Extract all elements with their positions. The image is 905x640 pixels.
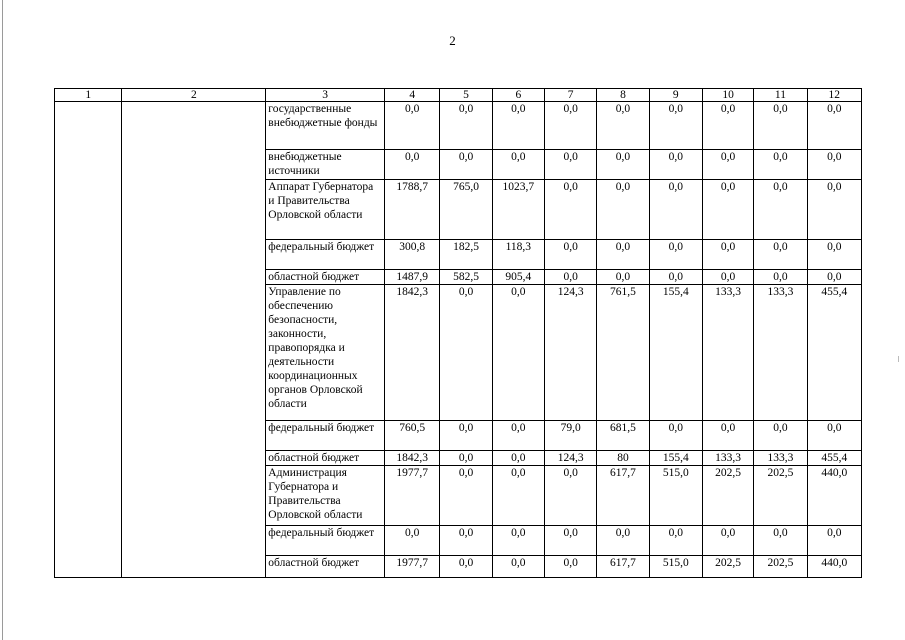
value-cell-col6: 0,0	[492, 526, 544, 556]
value-cell-col12: 0,0	[807, 240, 861, 270]
value-cell-col9: 0,0	[649, 421, 702, 451]
value-cell-col11: 202,5	[754, 556, 807, 578]
budget-table	[54, 88, 862, 578]
value-cell-col4: 0,0	[385, 526, 440, 556]
value-cell-col8: 617,7	[597, 556, 649, 578]
column-number-row	[55, 89, 862, 102]
row-label: Администрация Губернатора и Правительства Орловской области	[266, 466, 385, 526]
value-cell-col8: 0,0	[597, 526, 649, 556]
value-cell-col11: 0,0	[754, 150, 807, 180]
value-cell-col10: 0,0	[702, 150, 753, 180]
value-cell-col9: 0,0	[649, 102, 702, 150]
value-cell-col6: 0,0	[492, 285, 544, 421]
col1-merged-cell	[55, 102, 122, 578]
value-cell-col4: 0,0	[385, 102, 440, 150]
value-cell-col8: 0,0	[597, 270, 649, 285]
value-cell-col8: 761,5	[597, 285, 649, 421]
row-label: Управление по обеспечению безопасности, законности, правопорядка и деятельности координационных органов Орловской области	[266, 285, 385, 421]
value-cell-col5: 0,0	[440, 451, 492, 466]
value-cell-col12: 440,0	[807, 556, 861, 578]
value-cell-col9: 0,0	[649, 150, 702, 180]
value-cell-col12: 0,0	[807, 421, 861, 451]
col-header-1: 1	[55, 89, 122, 102]
row-label: федеральный бюджет	[266, 421, 385, 451]
value-cell-col5: 0,0	[440, 526, 492, 556]
value-cell-col8: 681,5	[597, 421, 649, 451]
value-cell-col10: 0,0	[702, 102, 753, 150]
col-header-4: 4	[385, 89, 440, 102]
value-cell-col6: 0,0	[492, 451, 544, 466]
value-cell-col6: 0,0	[492, 421, 544, 451]
col-header-12: 12	[807, 89, 861, 102]
value-cell-col6: 1023,7	[492, 180, 544, 240]
value-cell-col4: 0,0	[385, 150, 440, 180]
value-cell-col10: 0,0	[702, 526, 753, 556]
value-cell-col11: 0,0	[754, 270, 807, 285]
value-cell-col4: 1788,7	[385, 180, 440, 240]
value-cell-col9: 0,0	[649, 240, 702, 270]
value-cell-col8: 0,0	[597, 102, 649, 150]
value-cell-col7: 0,0	[544, 150, 596, 180]
value-cell-col10: 0,0	[702, 240, 753, 270]
value-cell-col7: 0,0	[544, 102, 596, 150]
value-cell-col10: 202,5	[702, 556, 753, 578]
value-cell-col6: 0,0	[492, 466, 544, 526]
row-label: областной бюджет	[266, 270, 385, 285]
table-body	[55, 102, 862, 578]
value-cell-col12: 440,0	[807, 466, 861, 526]
value-cell-col9: 0,0	[649, 270, 702, 285]
col-header-5: 5	[440, 89, 492, 102]
value-cell-col11: 202,5	[754, 466, 807, 526]
value-cell-col9: 0,0	[649, 180, 702, 240]
row-label: государственные внебюджетные фонды	[266, 102, 385, 150]
value-cell-col12: 455,4	[807, 285, 861, 421]
value-cell-col6: 0,0	[492, 556, 544, 578]
value-cell-col7: 79,0	[544, 421, 596, 451]
value-cell-col8: 0,0	[597, 150, 649, 180]
col-header-3: 3	[266, 89, 385, 102]
value-cell-col10: 0,0	[702, 270, 753, 285]
row-label: федеральный бюджет	[266, 240, 385, 270]
row-label: внебюджетные источники	[266, 150, 385, 180]
value-cell-col10: 0,0	[702, 180, 753, 240]
value-cell-col10: 202,5	[702, 466, 753, 526]
scan-mark	[898, 356, 899, 362]
value-cell-col4: 1842,3	[385, 451, 440, 466]
row-label: Аппарат Губернатора и Правительства Орловской области	[266, 180, 385, 240]
value-cell-col4: 300,8	[385, 240, 440, 270]
value-cell-col9: 0,0	[649, 526, 702, 556]
col-header-10: 10	[702, 89, 753, 102]
value-cell-col4: 1977,7	[385, 466, 440, 526]
value-cell-col9: 515,0	[649, 556, 702, 578]
row-label: областной бюджет	[266, 556, 385, 578]
value-cell-col5: 0,0	[440, 285, 492, 421]
value-cell-col9: 155,4	[649, 285, 702, 421]
col-header-9: 9	[649, 89, 702, 102]
value-cell-col11: 0,0	[754, 240, 807, 270]
value-cell-col4: 1977,7	[385, 556, 440, 578]
value-cell-col5: 765,0	[440, 180, 492, 240]
value-cell-col5: 0,0	[440, 102, 492, 150]
value-cell-col7: 0,0	[544, 526, 596, 556]
value-cell-col6: 905,4	[492, 270, 544, 285]
value-cell-col5: 0,0	[440, 466, 492, 526]
value-cell-col5: 0,0	[440, 421, 492, 451]
value-cell-col12: 0,0	[807, 102, 861, 150]
row-label: областной бюджет	[266, 451, 385, 466]
value-cell-col12: 455,4	[807, 451, 861, 466]
value-cell-col12: 0,0	[807, 180, 861, 240]
value-cell-col10: 0,0	[702, 421, 753, 451]
value-cell-col8: 80	[597, 451, 649, 466]
value-cell-col9: 155,4	[649, 451, 702, 466]
value-cell-col7: 124,3	[544, 285, 596, 421]
value-cell-col5: 0,0	[440, 150, 492, 180]
value-cell-col11: 0,0	[754, 421, 807, 451]
value-cell-col12: 0,0	[807, 526, 861, 556]
value-cell-col11: 0,0	[754, 180, 807, 240]
value-cell-col12: 0,0	[807, 270, 861, 285]
scan-edge-line	[2, 0, 3, 640]
value-cell-col5: 182,5	[440, 240, 492, 270]
value-cell-col12: 0,0	[807, 150, 861, 180]
value-cell-col7: 0,0	[544, 240, 596, 270]
table-row	[55, 102, 862, 150]
value-cell-col5: 0,0	[440, 556, 492, 578]
col-header-11: 11	[754, 89, 807, 102]
value-cell-col7: 0,0	[544, 270, 596, 285]
value-cell-col6: 118,3	[492, 240, 544, 270]
value-cell-col11: 0,0	[754, 102, 807, 150]
col-header-8: 8	[597, 89, 649, 102]
value-cell-col9: 515,0	[649, 466, 702, 526]
value-cell-col7: 0,0	[544, 556, 596, 578]
page-number: 2	[449, 33, 456, 48]
value-cell-col11: 0,0	[754, 526, 807, 556]
col-header-6: 6	[492, 89, 544, 102]
value-cell-col8: 617,7	[597, 466, 649, 526]
col-header-7: 7	[544, 89, 596, 102]
value-cell-col10: 133,3	[702, 451, 753, 466]
value-cell-col8: 0,0	[597, 240, 649, 270]
row-label: федеральный бюджет	[266, 526, 385, 556]
value-cell-col7: 0,0	[544, 466, 596, 526]
value-cell-col8: 0,0	[597, 180, 649, 240]
value-cell-col11: 133,3	[754, 451, 807, 466]
value-cell-col4: 760,5	[385, 421, 440, 451]
col-header-2: 2	[122, 89, 266, 102]
value-cell-col7: 0,0	[544, 180, 596, 240]
value-cell-col6: 0,0	[492, 150, 544, 180]
value-cell-col11: 133,3	[754, 285, 807, 421]
value-cell-col10: 133,3	[702, 285, 753, 421]
value-cell-col7: 124,3	[544, 451, 596, 466]
value-cell-col5: 582,5	[440, 270, 492, 285]
value-cell-col4: 1487,9	[385, 270, 440, 285]
value-cell-col4: 1842,3	[385, 285, 440, 421]
col2-merged-cell	[122, 102, 266, 578]
value-cell-col6: 0,0	[492, 102, 544, 150]
